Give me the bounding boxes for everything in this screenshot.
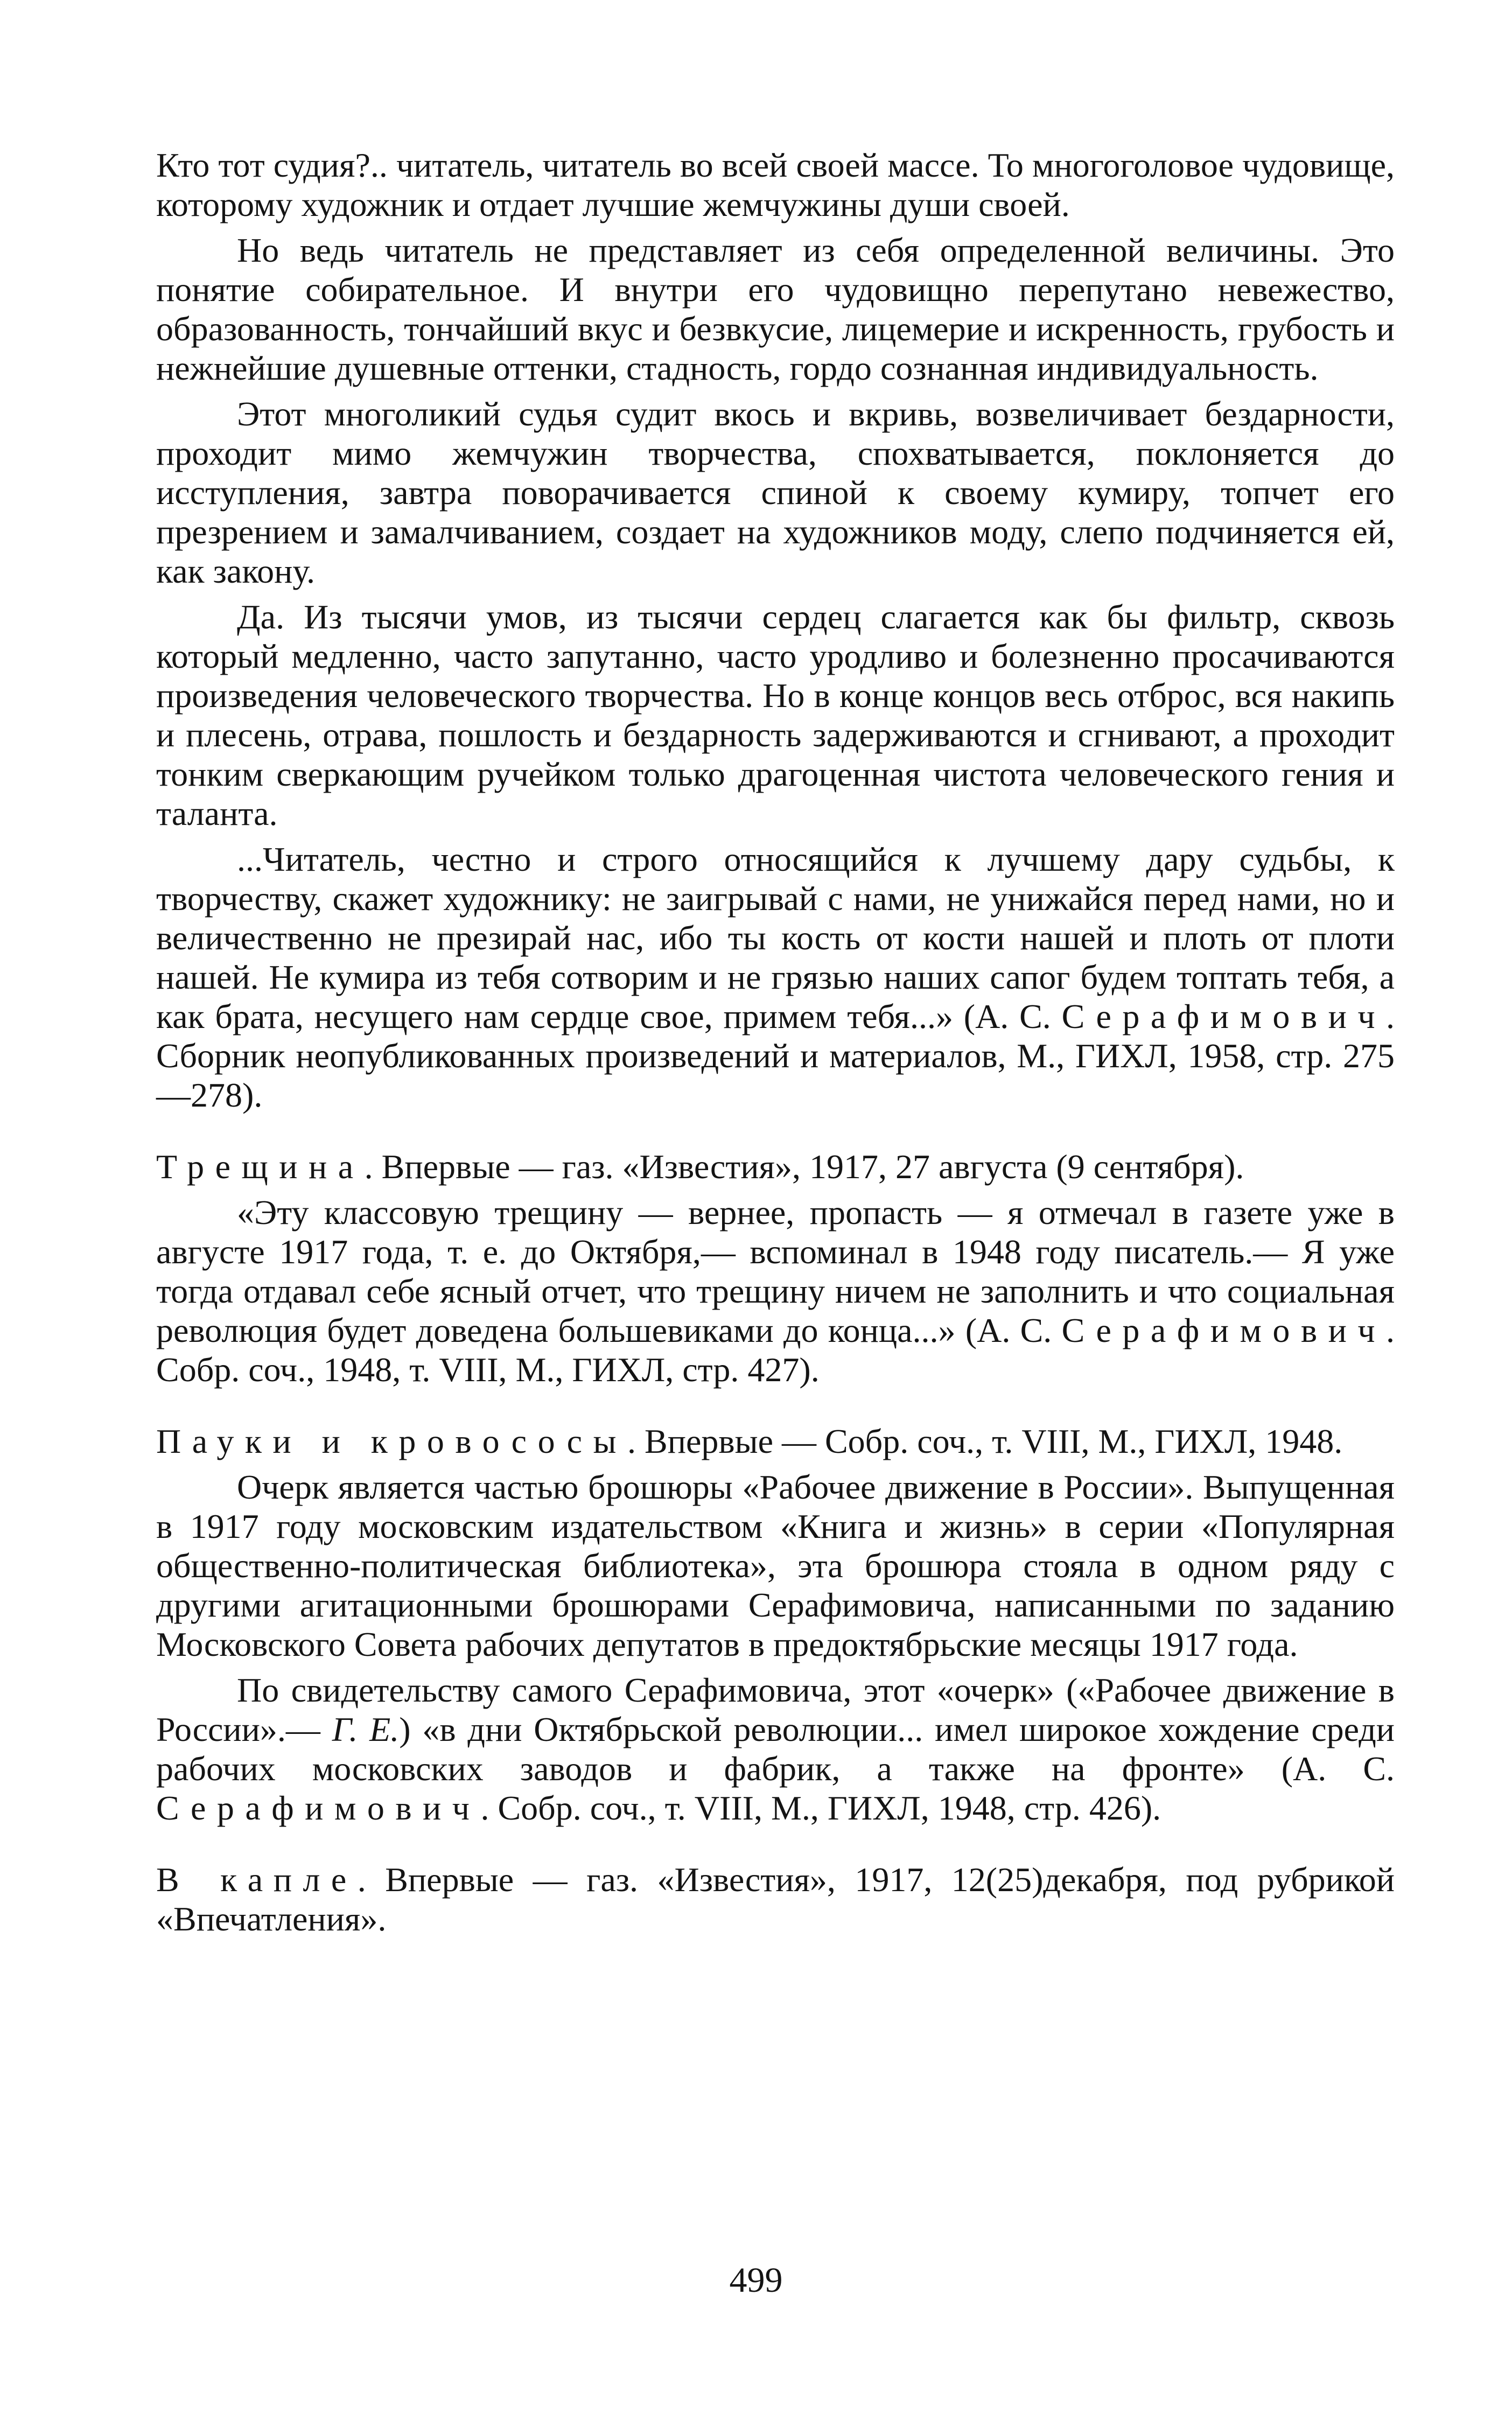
paragraph-10 bbox=[156, 1670, 1395, 1828]
paragraph-1: Кто тот судия?.. читатель, читатель во всей своей массе. То многоголовое чудовище, которому художник и отдает лучшие жемчужины души своей. bbox=[156, 146, 1395, 223]
entry-title: Трещина bbox=[156, 1147, 365, 1186]
body-text: ) «в дни Октябрьской революции... имел широкое хождение среди рабочих московских заводов и фабрик, а также на фронте» (А. С. bbox=[156, 1710, 1395, 1788]
entry-publication: . Впервые — Собр. соч., т. VIII, М., ГИХЛ, 1948. bbox=[627, 1422, 1343, 1460]
author-name: Серафимович bbox=[1061, 997, 1386, 1035]
paragraph-7-quote bbox=[156, 1193, 1395, 1389]
quote-text: «Эту классовую трещину — вернее, пропасть — я отмечал в газете уже в августе 1917 года, т. е. до Октября,— вспоминал в 1948 году писатель.— Я уже тогда отдавал себе ясный отчет, что трещину ничем не заполнить и что социальная революция будет доведена большевиками до конца...» (А. С. bbox=[156, 1193, 1395, 1349]
source-citation: . Сборник неопубликованных произведений и материалов, М., ГИХЛ, 1958, стр. 275—278). bbox=[156, 997, 1395, 1114]
author-name: Серафимович bbox=[1061, 1311, 1386, 1349]
paragraph-2: Но ведь читатель не представляет из себя определенной величины. Это понятие собирательное. И внутри его чудовищно перепутано невежество, образованность, тончайший вкус и безвкусие, лицемерие и искренность, грубость и нежнейшие душевные оттенки, стадность, гордо сознанная индивидуальность. bbox=[156, 231, 1395, 387]
page-body bbox=[156, 145, 1395, 1939]
paragraph-9: Очерк является частью брошюры «Рабочее движение в России». Выпущенная в 1917 году московским издательством «Книга и жизнь» в серии «Популярная общественно-политическая библиотека», эта брошюра стояла в одном ряду с другими агитационными брошюрами Серафимовича, написанными по заданию Московского Совета рабочих депутатов в предоктябрьские месяцы 1917 года. bbox=[156, 1468, 1395, 1663]
quote-text: ...Читатель, честно и строго относящийся к лучшему дару судьбы, к творчеству, скажет художнику: не заигрывай с нами, не унижайся перед нами, но и величественно не презирай нас, ибо ты кость от кости нашей и плоть от плоти нашей. Не кумира из тебя сотворим и не грязью наших сапог будем топтать тебя, а как брата, несущего нам сердце свое, примем тебя...» (А. С. bbox=[156, 840, 1395, 1035]
body-text: По свидетельству самого Серафимовича, этот «очерк» («Рабочее движение в России».— bbox=[156, 1671, 1395, 1748]
entry-v-kaple bbox=[156, 1860, 1395, 1939]
entry-publication: . Впервые — газ. «Известия», 1917, 12(25)декабря, под рубрикой «Впечатления». bbox=[156, 1860, 1395, 1938]
entry-pauki-i-krovososy bbox=[156, 1422, 1395, 1461]
page-number: 499 bbox=[729, 2261, 783, 2300]
paragraph-4: Да. Из тысячи умов, из тысячи сердец слагается как бы фильтр, сквозь который медленно, часто запутанно, часто уродливо и болезненно просачиваются произведения человеческого творчества. Но в конце концов весь отброс, вся накипь и плесень, отрава, пошлость и бездарность задерживаются и сгнивают, а проходит тонким сверкающим ручейком только драгоценная чистота человеческого гения и таланта. bbox=[156, 598, 1395, 832]
source-citation: . Собр. соч., т. VIII, М., ГИХЛ, 1948, стр. 426). bbox=[480, 1789, 1161, 1827]
paragraph-3: Этот многоликий судья судит вкось и вкривь, возвеличивает бездарности, проходит мимо жемчужин творчества, спохватывается, поклоняется до исступления, завтра поворачивается спиной к своему кумиру, топчет его презрением и замалчиванием, создает на художников моду, слепо подчиняется ей, как закону. bbox=[156, 395, 1395, 590]
source-citation: . Собр. соч., 1948, т. VIII, М., ГИХЛ, стр. 427). bbox=[156, 1311, 1395, 1389]
entry-treshchina bbox=[156, 1147, 1395, 1186]
paragraph-5-quote bbox=[156, 839, 1395, 1115]
entry-title: В капле bbox=[156, 1860, 358, 1899]
author-name: Серафимович bbox=[156, 1789, 481, 1827]
entry-title: Пауки и кровососы bbox=[156, 1422, 628, 1460]
entry-publication: . Впервые — газ. «Известия», 1917, 27 августа (9 сентября). bbox=[364, 1147, 1244, 1186]
editor-initials: Г. Е. bbox=[332, 1710, 400, 1748]
